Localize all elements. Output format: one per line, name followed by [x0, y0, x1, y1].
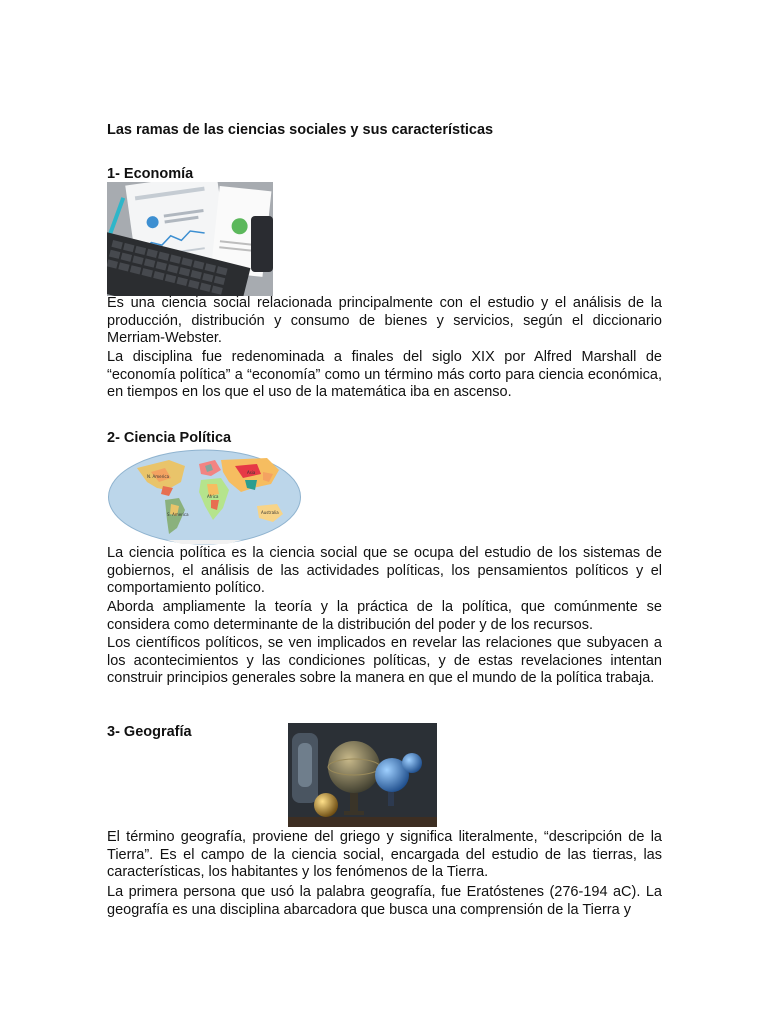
paragraph: Aborda ampliamente la teoría y la práctica de la política, que comúnmente se considera como determinante de la distribución del poder y de los recursos.: [107, 599, 662, 633]
svg-text:N. America: N. America: [147, 474, 170, 479]
paragraph: Los científicos políticos, se ven implicados en revelar las relaciones que subyacen a los acontecimientos y las condiciones políticas, y de estas revelaciones intentan construir principios generales sobre la manera en que el mundo de la política trabaja.: [107, 635, 662, 686]
paragraph: El término geografía, proviene del griego y significa literalmente, “descripción de la Tierra”. Es el campo de la ciencia social, encargada del estudio de las tierras, las características, los habitantes y los fenómenos de la Tierra.: [107, 829, 662, 880]
svg-text:Australia: Australia: [261, 510, 279, 515]
svg-text:Asia: Asia: [247, 470, 256, 475]
section-heading-geografia: 3- Geografía: [107, 724, 192, 740]
document-title: Las ramas de las ciencias sociales y sus características: [107, 122, 494, 138]
paragraph: Es una ciencia social relacionada principalmente con el estudio y el análisis de la producción, distribución y consumo de bienes y servicios, según el diccionario Merriam-Webster.: [107, 295, 662, 346]
svg-text:S. America: S. America: [167, 512, 189, 517]
laptop-charts-photo: [107, 182, 273, 296]
section-heading-ciencia-politica: 2- Ciencia Política: [107, 430, 232, 446]
paragraph: La primera persona que usó la palabra geografía, fue Eratóstenes (276-194 aC). La geografía es una disciplina abarcadora que busca una comprensión de la Tierra y: [107, 884, 662, 918]
paragraph: La disciplina fue redenominada a finales del siglo XIX por Alfred Marshall de “economía política” a “economía” como un término más corto para ciencia económica, en tiempos en los que el uso de la matemática iba en ascenso.: [107, 349, 662, 400]
section-heading-economia: 1- Economía: [107, 166, 194, 182]
vintage-globes-photo: [288, 723, 437, 827]
paragraph: La ciencia política es la ciencia social que se ocupa del estudio de los sistemas de gobiernos, el análisis de las actividades políticas, los pensamientos políticos y el comportamiento político.: [107, 545, 662, 596]
svg-text:Africa: Africa: [207, 494, 219, 499]
world-political-map: [107, 448, 302, 546]
